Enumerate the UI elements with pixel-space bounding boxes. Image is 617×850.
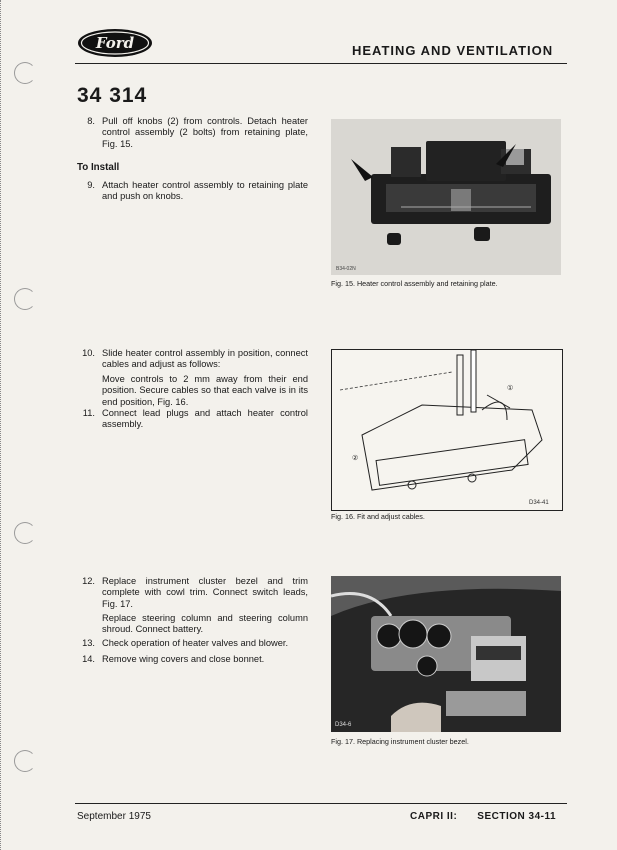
header-title: HEATING AND VENTILATION xyxy=(352,43,554,58)
step-item xyxy=(77,576,308,610)
binder-edge xyxy=(0,0,5,850)
binder-hole xyxy=(14,62,36,84)
step-text: Check operation of heater valves and blower. xyxy=(102,638,289,648)
footer-date: September 1975 xyxy=(77,811,151,822)
instrument-cluster-illustration xyxy=(331,576,561,732)
ford-logo xyxy=(77,28,153,58)
to-install-heading: To Install xyxy=(77,162,120,173)
step-number: 12. xyxy=(82,576,95,586)
figure-16-drawing xyxy=(331,349,563,511)
figure-17-tag: D34-6 xyxy=(335,722,352,728)
step-text: Attach heater control assembly to retaining plate and push on knobs. xyxy=(102,180,308,202)
step-text: Pull off knobs (2) from controls. Detach heater control assembly (2 bolts) from retaining plate, Fig. 15. xyxy=(102,116,308,149)
heater-control-illustration xyxy=(331,119,561,275)
figure-16-caption: Fig. 16. Fit and adjust cables. xyxy=(331,512,425,521)
figure-17-photo xyxy=(331,576,561,732)
step-number: 14. xyxy=(82,654,95,664)
figure-15-caption: Fig. 15. Heater control assembly and retaining plate. xyxy=(331,279,498,288)
binder-hole xyxy=(14,750,36,772)
ford-logo-text: Ford xyxy=(95,34,135,52)
step-item xyxy=(77,348,308,371)
footer-section-number: SECTION 34-11 xyxy=(477,811,557,822)
step-subtext: Move controls to 2 mm away from their end position. Secure cables so that each valve is in its end position, Fig. 16. xyxy=(102,374,308,407)
step-text: Connect lead plugs and attach heater control assembly. xyxy=(102,408,308,430)
step-number: 13. xyxy=(82,638,95,648)
figure-16-tag: D34-41 xyxy=(529,500,549,506)
step-number: 11. xyxy=(82,408,95,418)
header-rule xyxy=(75,63,567,64)
step-item xyxy=(77,116,308,150)
step-number: 9. xyxy=(87,180,95,190)
step-text: Remove wing covers and close bonnet. xyxy=(102,654,265,664)
step-item xyxy=(77,180,308,204)
figure-15-photo xyxy=(331,119,561,275)
step-text: Replace instrument cluster bezel and trim complete with cowl trim. Connect switch leads, Fig. 17. xyxy=(102,576,308,609)
footer-model: CAPRI II: xyxy=(410,811,458,822)
step-subtext: Replace steering column and steering column shroud. Connect battery. xyxy=(102,613,308,635)
step-number: 10. xyxy=(82,348,95,358)
step-text: Slide heater control assembly in position, connect cables and adjust as follows: xyxy=(102,348,308,370)
step-item xyxy=(77,408,308,431)
footer-rule xyxy=(75,803,567,804)
page-number: 34 314 xyxy=(77,84,148,107)
step-item xyxy=(77,638,308,650)
figure-17-caption: Fig. 17. Replacing instrument cluster bezel. xyxy=(331,737,469,746)
binder-hole xyxy=(14,522,36,544)
binder-hole xyxy=(14,288,36,310)
step-item xyxy=(77,654,308,666)
cable-adjustment-illustration xyxy=(332,350,562,510)
callout-label: ② xyxy=(352,455,359,462)
callout-label: ① xyxy=(507,385,514,392)
figure-15-tag: B34-02N xyxy=(336,266,356,272)
step-number: 8. xyxy=(87,116,95,126)
footer-section xyxy=(410,811,556,822)
